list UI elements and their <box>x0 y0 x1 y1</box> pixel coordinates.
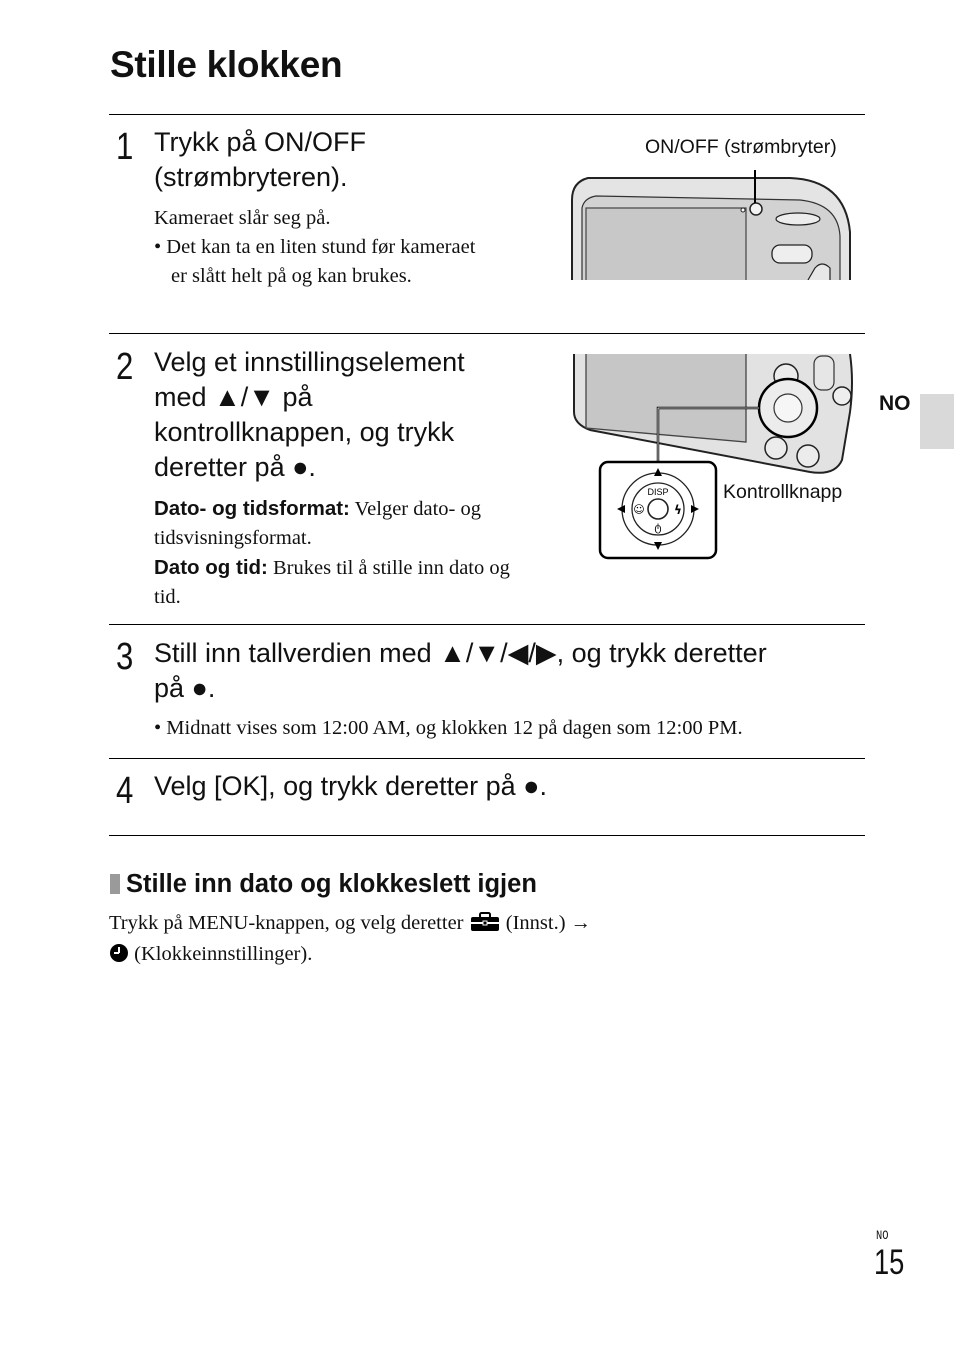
step-2-title-line: kontrollknappen, og trykk <box>154 417 455 447</box>
step-2-definition-1 <box>154 494 516 553</box>
section-line-2 <box>109 940 591 971</box>
step-3-title <box>154 636 767 706</box>
definition-term: Dato og tid: <box>154 556 268 579</box>
camera-back-illustration <box>560 352 860 566</box>
divider <box>109 624 865 625</box>
divider <box>109 333 865 334</box>
step-3-title-line: på ●. <box>154 673 216 703</box>
divider <box>109 835 865 836</box>
divider <box>109 114 865 115</box>
step-3-body <box>154 714 864 743</box>
heading-marker <box>110 874 120 894</box>
language-tab <box>920 394 954 449</box>
camera-top-illustration <box>560 160 860 286</box>
section-text: (Klokkeinnstillinger). <box>134 943 313 965</box>
step-1-title-line: Trykk på ON/OFF <box>154 127 367 157</box>
step-3-bullet: • Midnatt vises som 12:00 AM, og klokken 12 på dagen som 12:00 PM. <box>154 717 743 739</box>
section-text: Trykk på MENU-knappen, og velg deretter <box>109 912 464 934</box>
step-1-title <box>154 125 366 195</box>
page-title: Stille klokken <box>110 44 343 85</box>
step-1-title-line: (strømbryteren). <box>154 162 348 192</box>
step-2-number: 2 <box>116 346 134 388</box>
section-paragraph <box>109 909 591 971</box>
disp-label: DISP <box>647 487 669 497</box>
language-tab-label: NO <box>879 392 911 415</box>
step-2-definition-2 <box>154 553 516 612</box>
section-line-1 <box>109 909 591 940</box>
footer-language: NO <box>876 1228 889 1243</box>
step-2-title-line: med ▲/▼ på <box>154 382 313 412</box>
control-button-caption: Kontrollknapp <box>723 481 843 503</box>
toolbox-icon <box>469 912 501 940</box>
step-1-number: 1 <box>116 126 134 168</box>
svg-text:ტ: ტ <box>654 521 662 534</box>
definition-text: Velger dato- og tidsvisningsformat. <box>154 498 482 549</box>
step-1-body <box>154 204 494 291</box>
section-heading-text: Stille inn dato og klokkeslett igjen <box>126 870 537 898</box>
definition-term: Dato- og tidsformat: <box>154 497 350 520</box>
svg-text:ϟ: ϟ <box>674 503 682 517</box>
definition-text: Brukes til å stille inn dato og tid. <box>154 557 510 608</box>
step-3-title-line: Still inn tallverdien med ▲/▼/◀/▶, og trykk deretter <box>154 638 767 668</box>
step-4-title: Velg [OK], og trykk deretter på ●. <box>154 771 547 801</box>
section-text: (Innst.) → <box>505 912 592 934</box>
step-2-title-line: deretter på ●. <box>154 452 316 482</box>
step-4-number: 4 <box>116 770 134 812</box>
step-1-text: Kameraet slår seg på. <box>154 207 331 229</box>
divider <box>109 758 865 759</box>
section-heading <box>110 870 537 899</box>
svg-text:☺: ☺ <box>633 503 645 516</box>
step-1-bullet: • Det kan ta en liten stund før kameraet er slått helt på og kan brukes. <box>154 236 476 287</box>
step-2-title-line: Velg et innstillingselement <box>154 347 465 377</box>
page-number: 15 <box>874 1243 905 1282</box>
step-2-title <box>154 345 465 485</box>
on-off-caption: ON/OFF (strømbryter) <box>645 136 837 158</box>
step-3-number: 3 <box>116 636 134 678</box>
step-2-body <box>154 494 516 612</box>
clock-icon <box>109 943 129 971</box>
